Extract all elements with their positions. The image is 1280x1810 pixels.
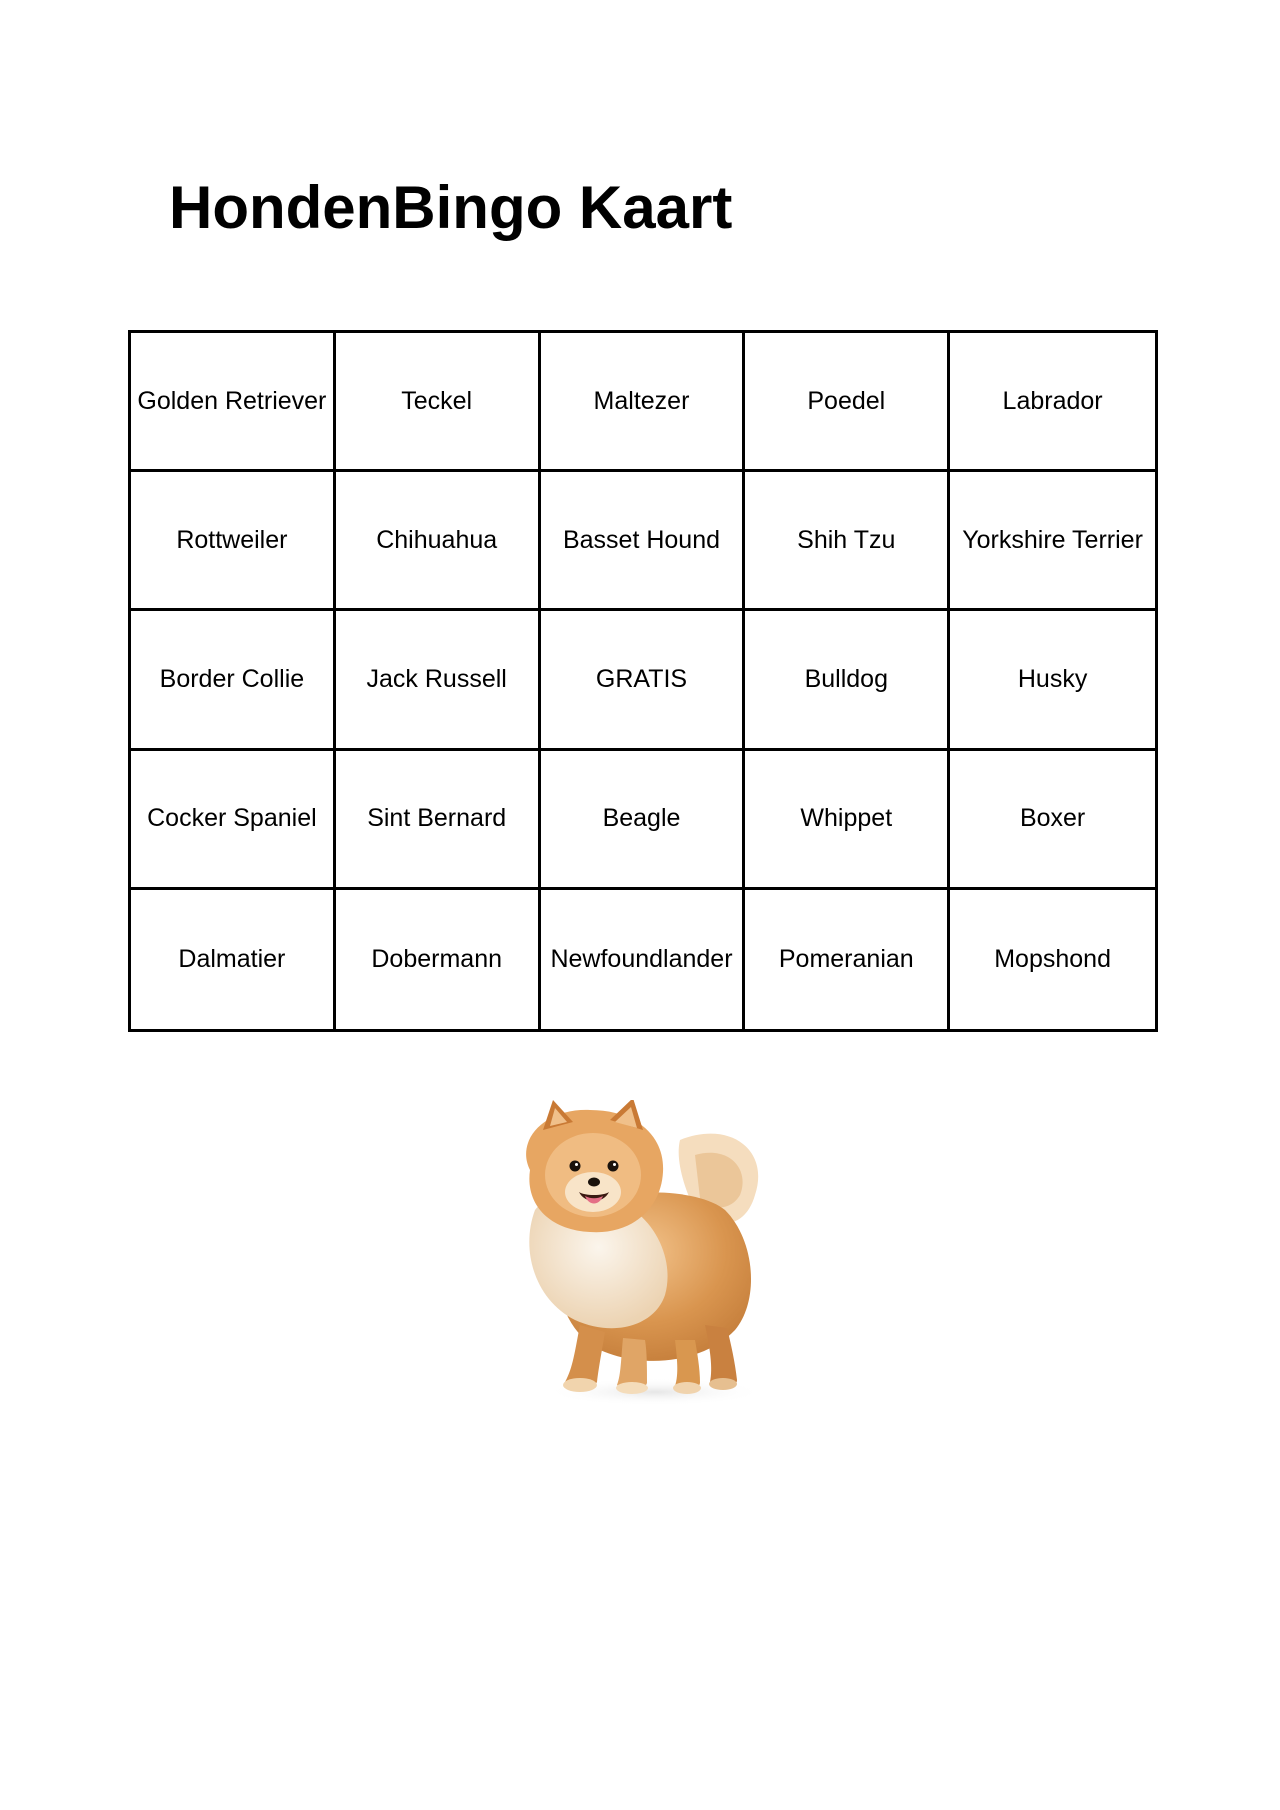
bingo-cell: Yorkshire Terrier: [950, 472, 1155, 611]
bingo-cell: Labrador: [950, 333, 1155, 472]
bingo-cell: Dalmatier: [131, 890, 336, 1029]
bingo-cell: Newfoundlander: [541, 890, 746, 1029]
bingo-cell: Basset Hound: [541, 472, 746, 611]
bingo-cell: Husky: [950, 611, 1155, 750]
bingo-cell: Cocker Spaniel: [131, 751, 336, 890]
bingo-cell: Whippet: [745, 751, 950, 890]
bingo-cell: Teckel: [336, 333, 541, 472]
bingo-cell: Shih Tzu: [745, 472, 950, 611]
bingo-cell: Beagle: [541, 751, 746, 890]
bingo-cell: Sint Bernard: [336, 751, 541, 890]
bingo-cell: Dobermann: [336, 890, 541, 1029]
bingo-cell: Jack Russell: [336, 611, 541, 750]
bingo-cell: Chihuahua: [336, 472, 541, 611]
pomeranian-illustration: [505, 1100, 790, 1410]
bingo-cell: Maltezer: [541, 333, 746, 472]
page-title: HondenBingo Kaart: [169, 174, 733, 241]
bingo-cell: Mopshond: [994, 944, 1111, 973]
pomeranian-dog-image: [505, 1100, 790, 1410]
bingo-cell: Bulldog: [745, 611, 950, 750]
bingo-cell: Rottweiler: [131, 472, 336, 611]
bingo-cell: Golden Retriever: [131, 333, 336, 472]
bingo-cell: Boxer: [950, 751, 1155, 890]
bingo-cell: Poedel: [745, 333, 950, 472]
bingo-cell: Border Collie: [131, 611, 336, 750]
bingo-cell: Pomeranian: [745, 890, 950, 1029]
bingo-free-cell: GRATIS: [541, 611, 746, 750]
bingo-card-grid: [128, 330, 1158, 1032]
